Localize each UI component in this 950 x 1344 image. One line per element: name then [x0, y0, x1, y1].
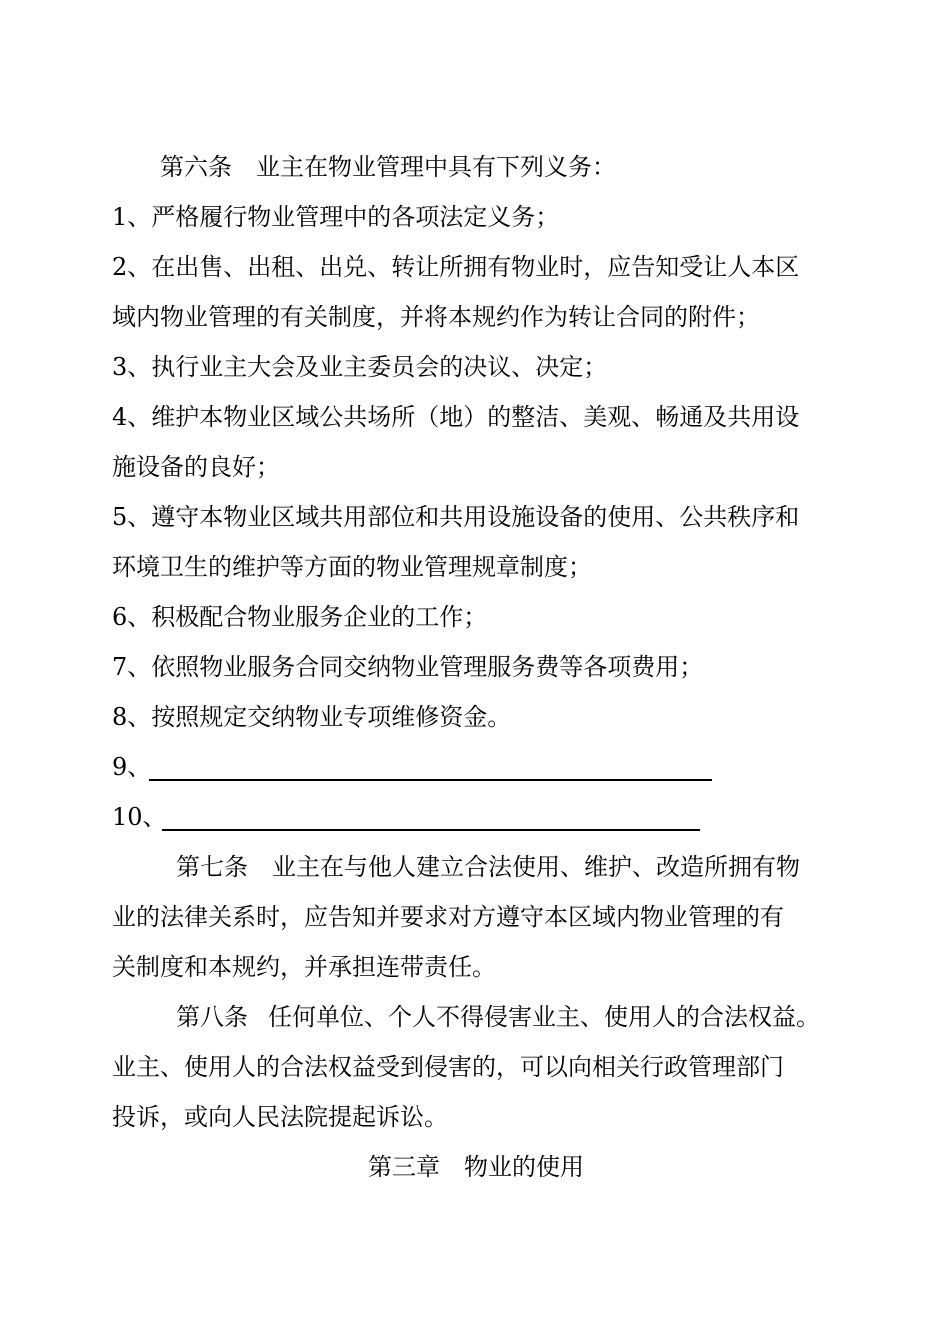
article-7-label: 第七条	[176, 853, 248, 881]
article-6-item-6: 6、积极配合物业服务企业的工作；	[112, 603, 488, 631]
article-6-heading	[160, 151, 888, 183]
article-7-text-1: 业主在与他人建立合法使用、维护、改造所拥有物	[272, 853, 800, 881]
article-8-label: 第八条	[176, 1003, 248, 1031]
article-8-text-1: 任何单位、个人不得侵害业主、使用人的合法权益。	[268, 1003, 820, 1031]
item-9-number: 9、	[112, 753, 152, 781]
chapter-3-title: 物业的使用	[464, 1153, 584, 1181]
article-6-heading-text: 业主在物业管理中具有下列义务：	[256, 153, 616, 181]
article-6-item-4-line-2: 施设备的良好；	[112, 453, 280, 481]
chapter-3-label: 第三章	[368, 1153, 440, 1181]
item-10-blank-line	[162, 829, 700, 831]
chapter-3-heading	[112, 1151, 840, 1183]
article-6-item-5-line-1: 5、遵守本物业区域共用部位和共用设施设备的使用、公共秩序和	[112, 503, 800, 531]
item-10-number: 10、	[112, 803, 167, 831]
article-7-line-3: 关制度和本规约，并承担连带责任。	[112, 953, 496, 981]
article-6-item-7: 7、依照物业服务合同交纳物业管理服务费等各项费用；	[112, 653, 704, 681]
article-6-item-2-line-1: 2、在出售、出租、出兑、转让所拥有物业时，应告知受让人本区	[112, 253, 800, 281]
article-6-item-3: 3、执行业主大会及业主委员会的决议、决定；	[112, 353, 608, 381]
article-6-item-8: 8、按照规定交纳物业专项维修资金。	[112, 703, 512, 731]
article-8-line-3: 投诉，或向人民法院提起诉讼。	[112, 1103, 448, 1131]
article-7-line-2: 业的法律关系时，应告知并要求对方遵守本区域内物业管理的有	[112, 903, 784, 931]
article-8-line-2: 业主、使用人的合法权益受到侵害的，可以向相关行政管理部门	[112, 1053, 784, 1081]
article-6-item-2-line-2: 域内物业管理的有关制度，并将本规约作为转让合同的附件；	[112, 303, 760, 331]
article-6-item-1: 1、严格履行物业管理中的各项法定义务；	[112, 203, 560, 231]
article-6-item-4-line-1: 4、维护本物业区域公共场所（地）的整洁、美观、畅通及共用设	[112, 403, 800, 431]
article-7-line-1	[176, 851, 904, 883]
article-8-line-1	[176, 1001, 904, 1033]
item-9-blank-line	[149, 779, 712, 781]
article-6-label: 第六条	[160, 153, 232, 181]
article-6-item-5-line-2: 环境卫生的维护等方面的物业管理规章制度；	[112, 553, 592, 581]
